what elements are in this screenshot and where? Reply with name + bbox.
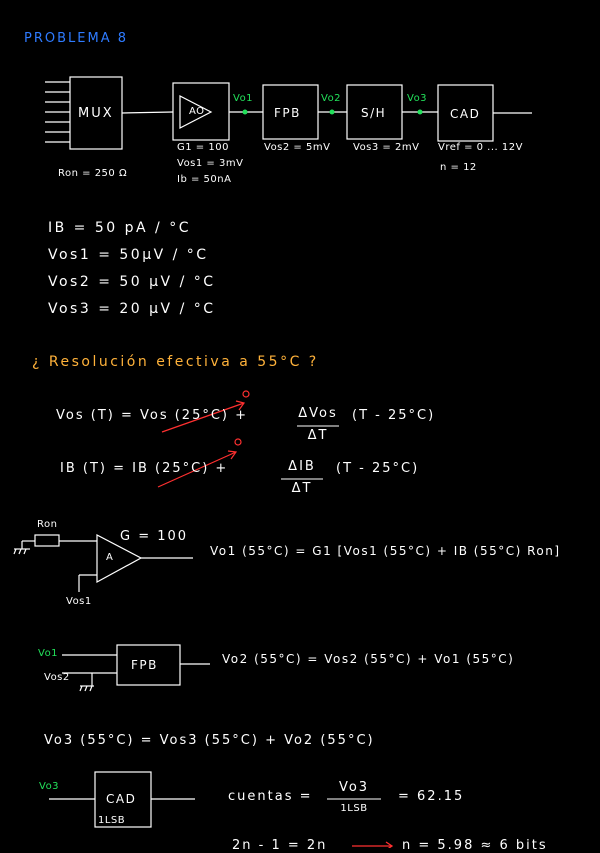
drift-vos3: Vos3 = 20 μV / °C [48,301,216,317]
c3-result: = 62.15 [398,789,465,804]
fpb-label: FPB [274,106,301,120]
drift-ib: IB = 50 pA / °C [48,220,191,236]
eq-ib-lhs: IB (T) = IB (25°C) + [60,461,229,476]
last-line-rhs: n = 5.98 ≈ 6 bits [402,838,548,853]
page-title: PROBLEMA 8 [24,31,128,46]
eq-ib-den: ΔT [291,481,313,496]
n-value: n = 12 [440,162,477,173]
c2-vos-label: Vos2 [44,672,70,683]
eq-vos-lhs: Vos (T) = Vos (25°C) + [56,408,249,423]
c3-in-label: Vo3 [39,781,60,792]
cad-label: CAD [450,107,481,121]
c1-amp-label: A [106,552,114,563]
eq-vos-num: ΔVos [298,406,338,421]
last-line-lhs: 2n - 1 = 2n [232,838,328,853]
g1-value: G1 = 100 [177,142,229,153]
vos1-value: Vos1 = 3mV [177,158,244,169]
c1-vos-label: Vos1 [66,596,92,607]
question: ¿ Resolución efectiva a 55°C ? [32,354,319,370]
mux-label: MUX [78,106,114,121]
c2-block-label: FPB [131,658,158,672]
drift-vos1: Vos1 = 50μV / °C [48,247,209,263]
sh-label: S/H [361,106,387,120]
vref-value: Vref = 0 ... 12V [438,142,523,153]
c3-sub-label: 1LSB [98,815,126,826]
drift-vos2: Vos2 = 50 μV / °C [48,274,216,290]
node-vo1: Vo1 [233,93,254,104]
ib-value: Ib = 50nA [177,174,232,185]
c3-counts-label: cuentas = [228,789,313,804]
c1-equation: Vo1 (55°C) = G1 [Vos1 (55°C) + IB (55°C) Ron] [210,544,561,558]
vos2-value: Vos2 = 5mV [264,142,331,153]
ron-value: Ron = 250 Ω [58,168,128,179]
eq-vos-rhs: (T - 25°C) [352,408,436,423]
c2-in-label: Vo1 [38,648,59,659]
eq-vos-den: ΔT [307,428,329,443]
c3-frac-num: Vo3 [338,780,370,795]
node-vo3: Vo3 [407,93,428,104]
c2-equation: Vo2 (55°C) = Vos2 (55°C) + Vo1 (55°C) [222,652,515,666]
node-vo2: Vo2 [321,93,342,104]
eq-ib-num: ΔIB [288,459,316,474]
ao-label: AO [189,106,205,117]
eq-ib-rhs: (T - 25°C) [336,461,420,476]
vos3-value: Vos3 = 2mV [353,142,420,153]
c1-gain-label: G = 100 [120,529,189,544]
c3-frac-den: 1LSB [340,803,368,814]
eq-vo3: Vo3 (55°C) = Vos3 (55°C) + Vo2 (55°C) [44,733,375,748]
c1-ron-label: Ron [37,519,58,530]
c3-block-label: CAD [106,792,137,806]
